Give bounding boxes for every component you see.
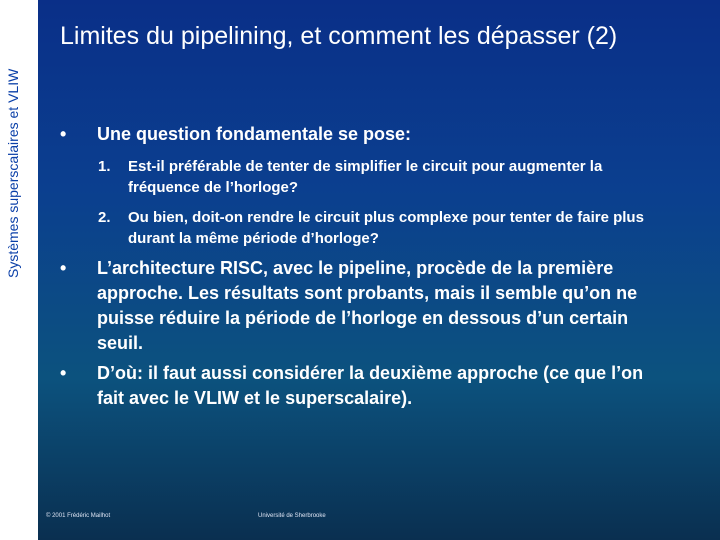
bullet-marker: • bbox=[60, 258, 67, 278]
bullet-marker: • bbox=[60, 124, 67, 144]
bullet-marker: • bbox=[60, 363, 67, 383]
item-number: 1. bbox=[98, 158, 111, 175]
slide-title: Limites du pipelining, et comment les dépasser (2) bbox=[60, 22, 618, 50]
footer-institution: Université de Sherbrooke bbox=[258, 513, 326, 519]
bullet-text: D’où: il faut aussi considérer la deuxième approche (ce que l’on fait avec le VLIW et le superscalaire). bbox=[97, 363, 644, 408]
footer-copyright: © 2001 Frédéric Mailhot bbox=[46, 513, 111, 519]
item-text: Est-il préférable de tenter de simplifier le circuit pour augmenter la fréquence de l’horloge? bbox=[128, 158, 603, 196]
sidebar-title: Systèmes superscalaires et VLIW bbox=[5, 68, 21, 278]
bullet-text: Une question fondamentale se pose: bbox=[97, 124, 412, 144]
item-text: Ou bien, doit-on rendre le circuit plus complexe pour tenter de faire plus durant la même période d’horloge? bbox=[128, 209, 644, 247]
item-number: 2. bbox=[98, 209, 111, 226]
bullet-text: L’architecture RISC, avec le pipeline, procède de la première approche. Les résultats sont probants, mais il semble qu’on ne puisse réduire la période de l’horloge en dessous d’un certain seuil. bbox=[97, 258, 638, 353]
